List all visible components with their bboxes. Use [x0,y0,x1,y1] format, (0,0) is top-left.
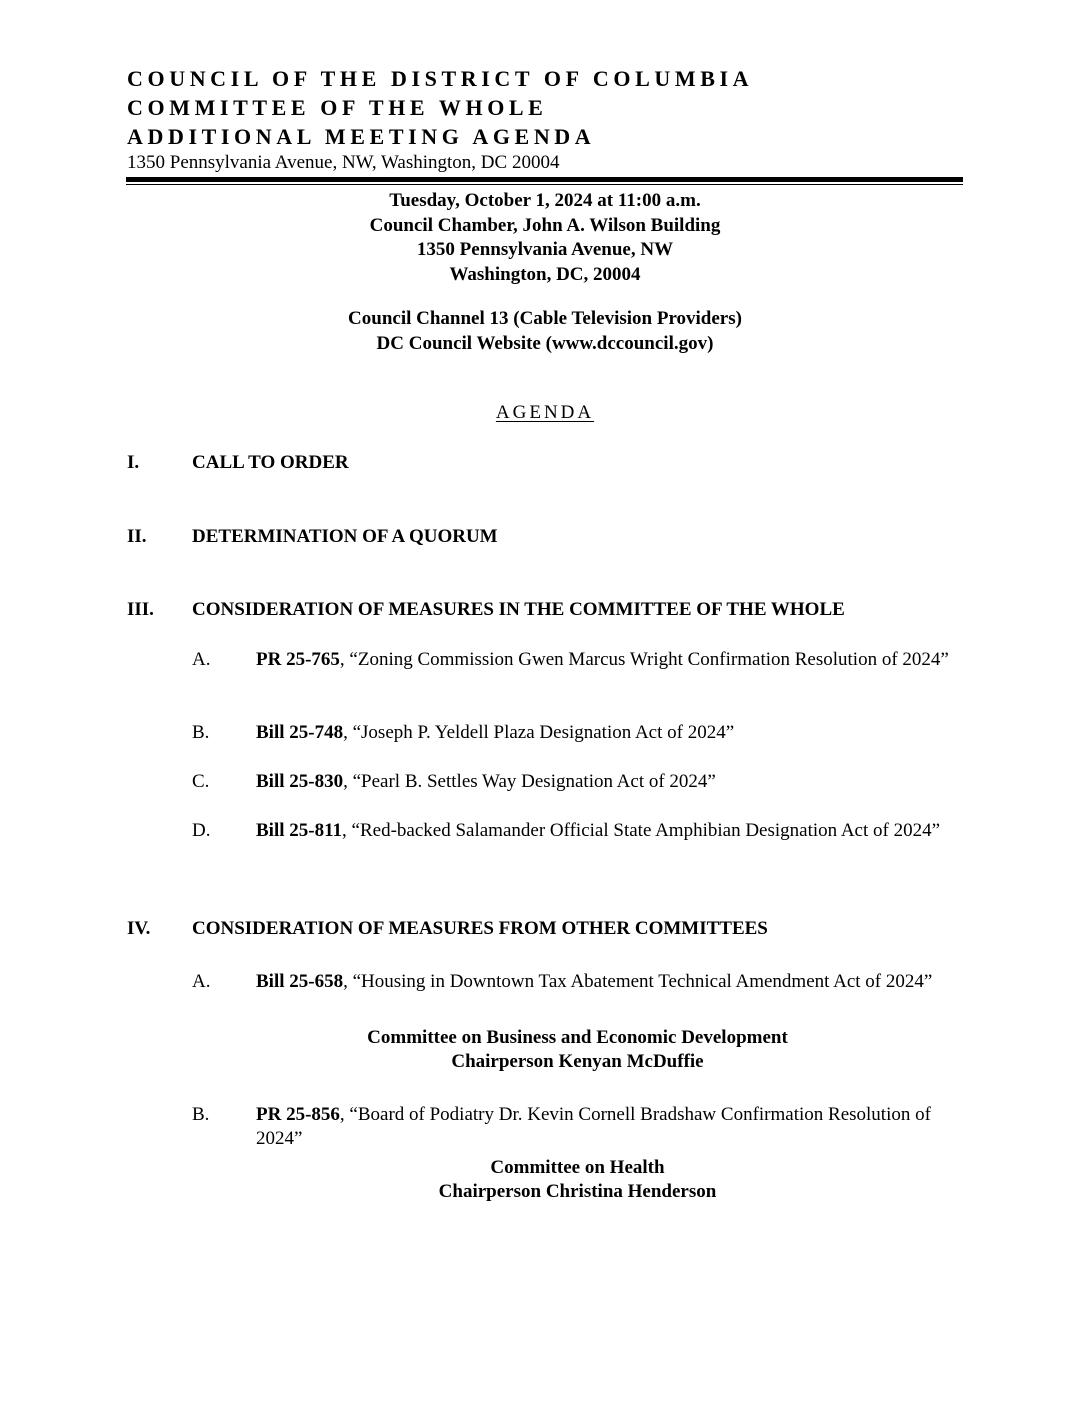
item-identifier: Bill 25-830 [256,771,344,792]
item-letter: A. [192,649,211,670]
item-text [256,819,962,843]
item-identifier: PR 25-856 [256,1104,340,1125]
meeting-info [127,189,963,287]
meeting-datetime: Tuesday, October 1, 2024 at 11:00 a.m. [389,190,701,211]
item-title: , “Pearl B. Settles Way Designation Act of 2024” [343,771,716,792]
sponsoring-committee [192,1156,963,1204]
item-text [256,770,962,794]
broadcast-website: DC Council Website (www.dccouncil.gov) [376,332,714,354]
item-letter: B. [192,722,210,743]
section-title: CONSIDERATION OF MEASURES FROM OTHER COMMITTEES [192,918,768,939]
header-address: 1350 Pennsylvania Avenue, NW, Washington, DC 20004 [127,152,560,173]
org-name-line: COUNCIL OF THE DISTRICT OF COLUMBIA [127,66,754,91]
item-text [256,721,962,745]
item-letter: B. [192,1104,210,1125]
committee-chair: Chairperson Kenyan McDuffie [451,1051,704,1072]
item-title: , “Board of Podiatry Dr. Kevin Cornell Bradshaw Confirmation Resolution of 2024” [256,1104,931,1149]
section-title: CALL TO ORDER [192,452,349,473]
section-number: I. [127,452,140,473]
item-text [256,970,962,994]
meeting-location-street: 1350 Pennsylvania Avenue, NW [416,239,674,260]
item-title: , “Red-backed Salamander Official State Amphibian Designation Act of 2024” [342,820,941,841]
item-text [256,648,962,672]
agenda-heading-text: AGENDA [495,402,595,423]
agenda-heading [127,402,963,424]
item-identifier: PR 25-765 [256,649,340,670]
item-text [256,1103,962,1151]
item-letter: C. [192,771,210,792]
committee-name: Committee on Business and Economic Development [367,1027,788,1048]
section-number: III. [127,599,154,620]
broadcast-info [127,307,963,356]
header-divider-thick [126,177,963,182]
item-identifier: Bill 25-658 [256,971,344,992]
header-divider-thin [126,184,963,185]
item-title: , “Joseph P. Yeldell Plaza Designation Act of 2024” [343,722,735,743]
item-title: , “Housing in Downtown Tax Abatement Technical Amendment Act of 2024” [343,971,933,992]
agenda-type-line: ADDITIONAL MEETING AGENDA [127,124,596,149]
broadcast-channel: Council Channel 13 (Cable Television Providers) [348,308,742,329]
item-title: , “Zoning Commission Gwen Marcus Wright Confirmation Resolution of 2024” [339,649,949,670]
section-number: II. [127,526,147,547]
document-header [127,64,963,175]
item-identifier: Bill 25-811 [256,820,343,841]
sponsoring-committee [192,1026,963,1074]
section-title: CONSIDERATION OF MEASURES IN THE COMMITTEE OF THE WHOLE [192,599,845,620]
section-number: IV. [127,918,151,939]
meeting-location-room: Council Chamber, John A. Wilson Building [369,214,721,236]
committee-name: Committee on Health [490,1157,665,1178]
item-letter: A. [192,971,211,992]
item-letter: D. [192,820,211,841]
committee-chair: Chairperson Christina Henderson [438,1181,717,1202]
section-title: DETERMINATION OF A QUORUM [192,526,498,547]
committee-name-line: COMMITTEE OF THE WHOLE [127,95,548,120]
meeting-location-city: Washington, DC, 20004 [449,263,641,285]
item-identifier: Bill 25-748 [256,722,344,743]
